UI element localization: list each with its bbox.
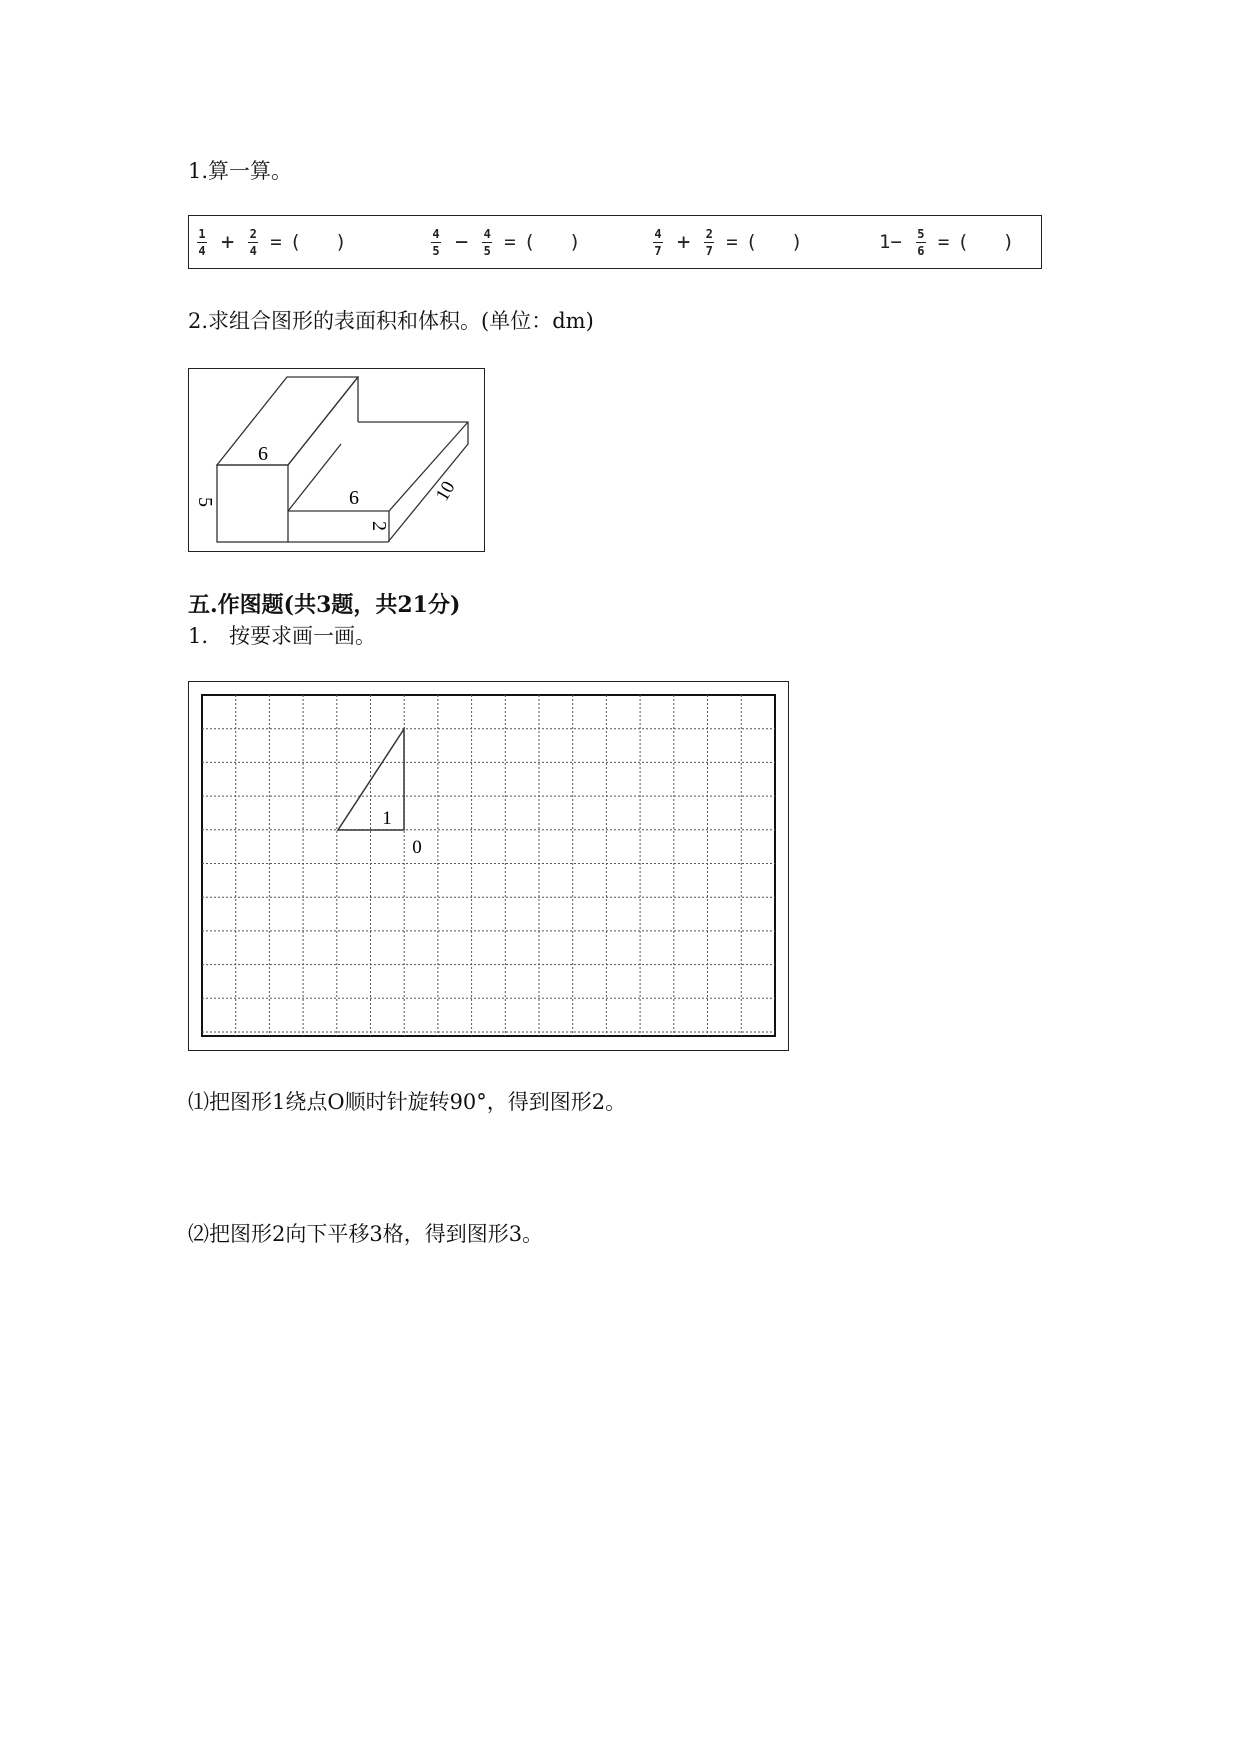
point-o-label: 0: [412, 837, 422, 858]
fraction: $\frac{2}{4}$: [249, 226, 257, 258]
equation-1: [193, 216, 347, 268]
equals-sign: =: [270, 231, 282, 253]
label-step-length: 6: [349, 487, 359, 509]
sub-question-1: ⑴把图形1绕点O顺时针旋转90°，得到图形2。: [188, 1090, 627, 1114]
left-paren: (: [745, 231, 758, 253]
composite-solid-figure: [188, 368, 485, 552]
question-3-title: 1. 按要求画一画。: [188, 624, 377, 648]
equals-sign: =: [937, 231, 950, 253]
drawing-grid-figure: [188, 681, 789, 1051]
left-paren: (: [523, 231, 536, 253]
label-depth: 10: [431, 477, 460, 505]
sub-question-2: ⑵把图形2向下平移3格，得到图形3。: [188, 1222, 544, 1246]
fraction: $\frac{4}{5}$: [483, 226, 491, 258]
question-2-title: 2.求组合图形的表面积和体积。(单位：dm): [188, 309, 594, 333]
right-paren: ): [569, 231, 581, 253]
question-1-title: 1.算一算。: [188, 159, 293, 183]
label-top-length: 6: [258, 443, 268, 465]
fraction: $\frac{4}{5}$: [432, 226, 440, 258]
operator: +: [677, 229, 691, 255]
right-paren: ): [1002, 231, 1015, 253]
label-step-height: 2: [368, 521, 390, 531]
fraction: $\frac{5}{6}$: [917, 226, 925, 258]
section-title: 五.作图题(共3题，共21分): [188, 592, 461, 618]
left-paren: (: [957, 231, 969, 253]
right-paren: ): [335, 231, 347, 253]
fraction: $\frac{2}{7}$: [705, 226, 713, 258]
fraction: $\frac{1}{4}$: [198, 226, 206, 258]
right-paren: ): [791, 231, 803, 253]
equation-box: [188, 215, 1042, 269]
operator: −: [455, 229, 469, 255]
equation-2: [427, 216, 581, 268]
equals-sign: =: [726, 231, 738, 253]
fraction: $\frac{4}{7}$: [654, 226, 662, 258]
operator: +: [221, 229, 235, 255]
shape-1-label: 1: [382, 808, 392, 829]
equation-4: [879, 216, 1014, 268]
left-paren: (: [289, 231, 302, 253]
equals-sign: =: [504, 231, 516, 253]
equation-3: [649, 216, 803, 268]
prefix: 1−: [879, 231, 902, 253]
label-height: 5: [194, 497, 216, 507]
